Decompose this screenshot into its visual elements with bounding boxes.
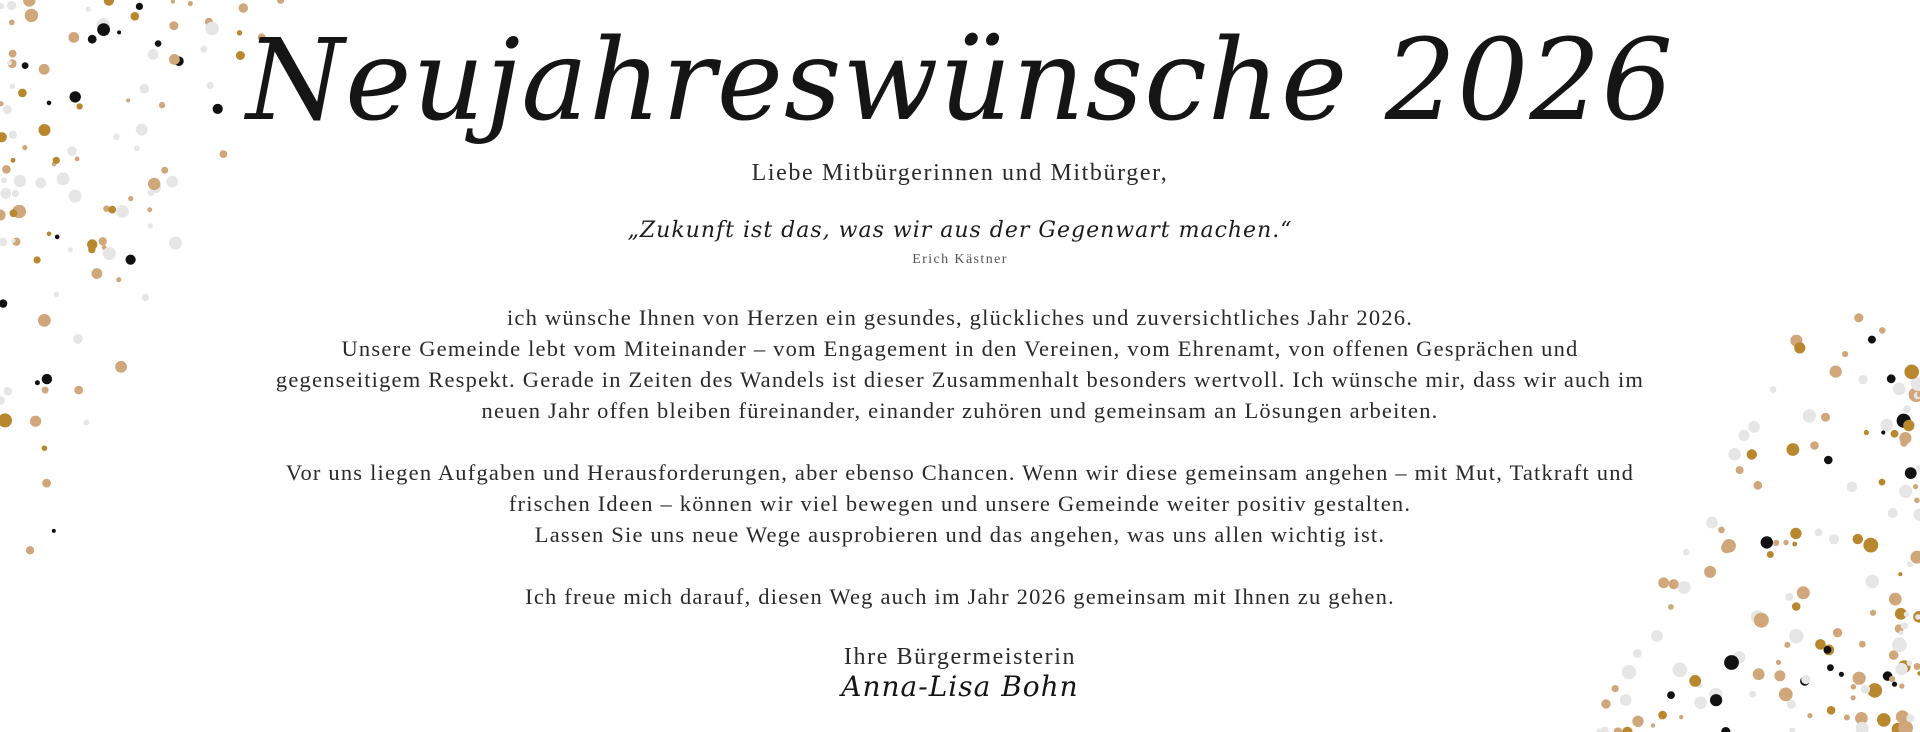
confetti-dot <box>42 479 51 488</box>
text-line: frischen Ideen – können wir viel bewegen und unsere Gemeinde weiter positiv gestalten. <box>508 491 1412 516</box>
confetti-dot <box>277 0 284 4</box>
confetti-dot <box>12 190 19 197</box>
confetti-dot <box>1903 405 1911 413</box>
confetti-dot <box>108 206 116 214</box>
confetti-dot <box>116 277 121 282</box>
confetti-dot <box>42 374 52 384</box>
confetti-dot <box>1842 351 1848 357</box>
confetti-dot <box>1622 727 1632 732</box>
confetti-dot <box>1651 723 1655 727</box>
confetti-dot <box>1632 716 1643 727</box>
confetti-dot <box>26 546 34 554</box>
confetti-dot <box>35 380 40 385</box>
text-line: Unsere Gemeinde lebt vom Miteinander – vom Engagement in den Vereinen, vom Ehrenamt, von offenen Gesprächen und <box>341 336 1579 361</box>
confetti-dot <box>1893 382 1906 395</box>
confetti-dot <box>92 268 103 279</box>
confetti-dot <box>1914 498 1920 504</box>
confetti-dot <box>42 387 49 394</box>
closing-line: Ihre Bürgermeisterin <box>843 644 1077 670</box>
confetti-dot <box>1679 715 1683 719</box>
page-title: Neujahreswünsche 2026 <box>246 16 1674 146</box>
confetti-dot <box>1911 551 1920 564</box>
confetti-dot <box>1916 465 1920 472</box>
confetti-dot <box>0 396 5 405</box>
confetti-dot <box>1881 419 1893 431</box>
text-line: Lassen Sie uns neue Wege ausprobieren und das angehen, was uns allen wichtig ist. <box>534 522 1386 547</box>
confetti-dot <box>1868 336 1876 344</box>
confetti-dot <box>1899 485 1912 498</box>
confetti-dot <box>116 205 129 218</box>
confetti-dot <box>0 299 7 307</box>
confetti-dot <box>38 314 51 327</box>
confetti-dot <box>147 207 152 212</box>
confetti-dot <box>1600 727 1609 732</box>
confetti-dot <box>1914 509 1920 521</box>
confetti-dot <box>1904 365 1919 380</box>
confetti-dot <box>1866 575 1880 589</box>
greeting: Liebe Mitbürgerinnen und Mitbürger, <box>751 160 1169 186</box>
confetti-dot <box>1889 593 1902 606</box>
confetti-dot <box>171 0 175 4</box>
confetti-dot <box>1870 610 1876 616</box>
confetti-dot <box>1844 715 1850 721</box>
confetti-dot <box>54 292 59 297</box>
confetti-dot <box>1887 374 1896 383</box>
confetti-dot <box>1864 430 1869 435</box>
quote-text: „Zukunft ist das, was wir aus der Gegenwart machen.“ <box>627 218 1293 243</box>
confetti-dot <box>1863 538 1878 553</box>
text-line: gegenseitigem Respekt. Gerade in Zeiten des Wandels ist dieser Zusammenhalt besonders wertvoll. Ich wünsche mir, dass wir auch im <box>275 367 1645 392</box>
confetti-dot <box>0 188 11 199</box>
confetti-dot <box>1879 327 1886 334</box>
confetti-dot <box>1899 432 1911 444</box>
confetti-dot <box>0 413 12 427</box>
confetti-dot <box>1827 706 1836 715</box>
confetti-dot <box>10 209 18 217</box>
confetti-dot <box>52 529 56 533</box>
letter-body <box>80 302 1840 643</box>
confetti-dot <box>1907 561 1913 567</box>
confetti-dot <box>1898 572 1902 576</box>
paragraph-3 <box>80 581 1840 612</box>
confetti-dot <box>1658 711 1667 720</box>
confetti-dot <box>1721 727 1730 732</box>
confetti-dot <box>142 294 149 301</box>
paragraph-1 <box>80 302 1840 426</box>
confetti-dot <box>1856 722 1869 732</box>
confetti-dot <box>69 190 82 203</box>
signature: Anna-Lisa Bohn <box>841 670 1079 703</box>
confetti-dot <box>1905 467 1917 479</box>
text-line: ich wünsche Ihnen von Herzen ein gesundes, glückliches und zuversichtliches Jahr 2026. <box>506 305 1414 330</box>
confetti-dot <box>30 416 41 427</box>
quote-author: Erich Kästner <box>912 252 1008 267</box>
text-line: Vor uns liegen Aufgaben und Herausforderungen, aber ebenso Chancen. Wenn wir diese gemeinsam angehen – mit Mut, Tatkraft und <box>285 460 1635 485</box>
confetti-dot <box>1807 713 1812 718</box>
confetti-dot <box>1891 430 1899 438</box>
text-line: neuen Jahr offen bleiben füreinander, einander zuhören und gemeinsam an Lösungen arbeiten. <box>481 398 1439 423</box>
confetti-dot <box>1899 631 1904 636</box>
confetti-dot <box>1858 375 1867 384</box>
confetti-dot <box>1906 714 1914 722</box>
paragraph-2 <box>80 457 1840 550</box>
confetti-dot <box>1903 420 1914 431</box>
confetti-dot <box>1888 508 1898 518</box>
confetti-dot <box>1847 482 1858 493</box>
confetti-dot <box>1614 727 1623 732</box>
text-line: Ich freue mich darauf, diesen Weg auch im Jahr 2026 gemeinsam mit Ihnen zu gehen. <box>525 584 1395 609</box>
confetti-dot <box>4 387 13 396</box>
confetti-dot <box>1789 728 1795 732</box>
confetti-dot <box>104 0 114 6</box>
confetti-dot <box>1881 430 1885 434</box>
confetti-dot <box>1879 479 1886 486</box>
confetti-dot <box>1854 313 1863 322</box>
confetti-dot <box>128 196 133 201</box>
confetti-dot <box>1904 612 1910 618</box>
confetti-dot <box>42 445 48 451</box>
confetti-dot <box>1901 622 1908 629</box>
confetti-dot <box>1853 534 1863 544</box>
confetti-dot <box>1913 484 1918 489</box>
confetti-dot <box>1877 713 1891 727</box>
